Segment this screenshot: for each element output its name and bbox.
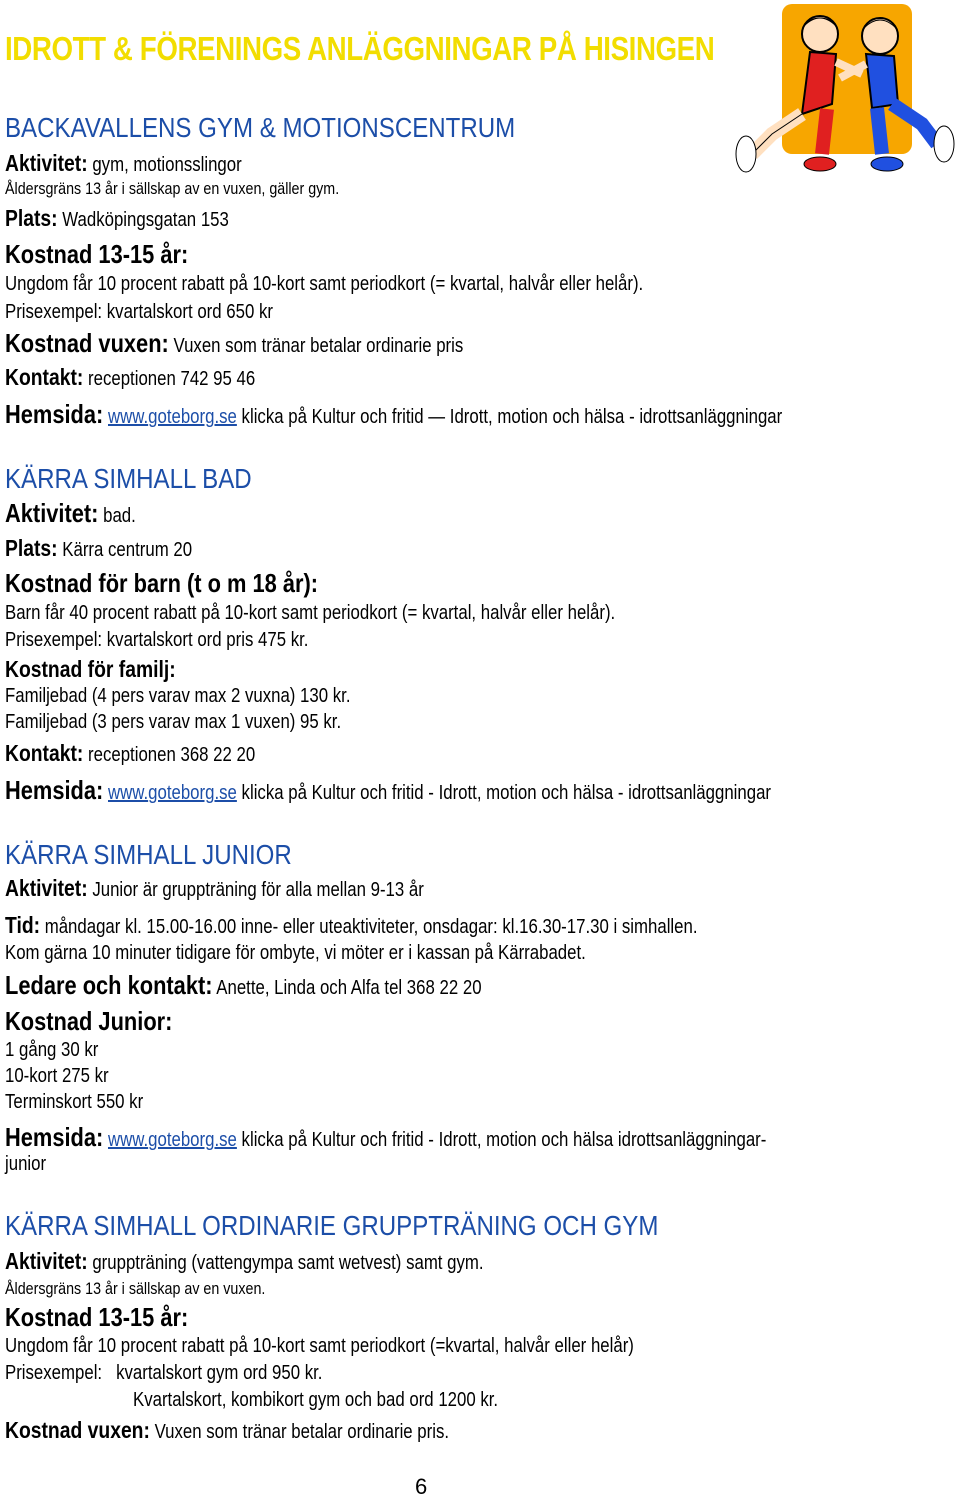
s2-kontakt: Kontakt: receptionen 368 22 20 bbox=[5, 740, 256, 766]
s4-aktivitet: Aktivitet: gruppträning (vattengympa samt wetvest) samt gym. bbox=[5, 1248, 484, 1274]
s2-url-link[interactable]: www.goteborg.se bbox=[107, 782, 237, 804]
s1-aktivitet: Aktivitet: gym, motionsslingor bbox=[5, 150, 242, 176]
s1-kontakt: Kontakt: receptionen 742 95 46 bbox=[5, 364, 256, 390]
s3-aktivitet: Aktivitet: Junior är gruppträning för alla mellan 9-13 år bbox=[5, 875, 424, 901]
s4-kostnad-label: Kostnad 13-15 år: bbox=[5, 1302, 189, 1332]
s3-url-link[interactable]: www.goteborg.se bbox=[107, 1129, 237, 1151]
s3-tid: Tid: måndagar kl. 15.00-16.00 inne- eller uteaktiviteter, onsdagar: kl.16.30-17.30 i simhallen. bbox=[5, 912, 698, 938]
section-heading-karra-ordinarie: KÄRRA SIMHALL ORDINARIE GRUPPTRÄNING OCH GYM bbox=[5, 1210, 659, 1241]
s1-vuxen: Kostnad vuxen: Vuxen som tränar betalar ordinarie pris bbox=[5, 328, 464, 358]
s4-pris1: Prisexempel: kvartalskort gym ord 950 kr. bbox=[5, 1362, 323, 1384]
s3-k2: 10-kort 275 kr bbox=[5, 1065, 109, 1087]
s4-vuxen: Kostnad vuxen: Vuxen som tränar betalar ordinarie pris. bbox=[5, 1417, 450, 1443]
s2-kostnad-label: Kostnad för barn (t o m 18 år): bbox=[5, 568, 319, 598]
s4-ungdom: Ungdom får 10 procent rabatt på 10-kort samt periodkort (=kvartal, halvår eller helår) bbox=[5, 1335, 634, 1357]
s2-pris: Prisexempel: kvartalskort ord pris 475 kr. bbox=[5, 629, 309, 651]
two-cartoon-kids-wrestling-icon bbox=[732, 4, 958, 180]
s1-kostnad-label: Kostnad 13-15 år: bbox=[5, 239, 189, 269]
s3-ledare: Ledare och kontakt: Anette, Linda och Alfa tel 368 22 20 bbox=[5, 970, 482, 1000]
s3-k1: 1 gång 30 kr bbox=[5, 1039, 99, 1061]
page-title: IDROTT & FÖRENINGS ANLÄGGNINGAR PÅ HISINGEN bbox=[5, 30, 715, 67]
s1-hemsida: Hemsida: www.goteborg.se klicka på Kultur och fritid — Idrott, motion och hälsa - idrottsanläggningar bbox=[5, 399, 783, 429]
section-heading-backavallen: BACKAVALLENS GYM & MOTIONSCENTRUM bbox=[5, 112, 516, 143]
s3-hemsida: Hemsida: www.goteborg.se klicka på Kultur och fritid - Idrott, motion och hälsa idrottsanläggningar- bbox=[5, 1122, 767, 1152]
section-heading-karra-bad: KÄRRA SIMHALL BAD bbox=[5, 463, 252, 494]
s1-ungdom: Ungdom får 10 procent rabatt på 10-kort samt periodkort (= kvartal, halvår eller helår). bbox=[5, 273, 644, 295]
s2-familj2: Familjebad (3 pers varav max 1 vuxen) 95 kr. bbox=[5, 711, 342, 733]
s2-plats: Plats: Kärra centrum 20 bbox=[5, 535, 193, 561]
s3-hemsida-cont: junior bbox=[5, 1153, 47, 1175]
s2-barn: Barn får 40 procent rabatt på 10-kort samt periodkort (= kvartal, halvår eller helår). bbox=[5, 602, 616, 624]
s2-familj1: Familjebad (4 pers varav max 2 vuxna) 130 kr. bbox=[5, 685, 351, 707]
s1-alder: Åldersgräns 13 år i sällskap av en vuxen, gäller gym. bbox=[5, 179, 340, 198]
s2-familj-label: Kostnad för familj: bbox=[5, 656, 176, 682]
s3-kostnad-label: Kostnad Junior: bbox=[5, 1006, 173, 1036]
s2-hemsida: Hemsida: www.goteborg.se klicka på Kultur och fritid - Idrott, motion och hälsa - idrottsanläggningar bbox=[5, 775, 772, 805]
s1-url-link[interactable]: www.goteborg.se bbox=[107, 406, 237, 428]
s1-pris: Prisexempel: kvartalskort ord 650 kr bbox=[5, 301, 273, 323]
s4-pris2: Kvartalskort, kombikort gym och bad ord 1200 kr. bbox=[133, 1389, 499, 1411]
s3-k3: Terminskort 550 kr bbox=[5, 1091, 144, 1113]
s1-plats: Plats: Wadköpingsgatan 153 bbox=[5, 205, 229, 231]
s3-kom: Kom gärna 10 minuter tidigare för ombyte, vi möter er i kassan på Kärrabadet. bbox=[5, 942, 586, 964]
section-heading-karra-junior: KÄRRA SIMHALL JUNIOR bbox=[5, 839, 292, 870]
page-number: 6 bbox=[415, 1474, 428, 1499]
s4-alder: Åldersgräns 13 år i sällskap av en vuxen. bbox=[5, 1279, 266, 1298]
s2-aktivitet: Aktivitet: bad. bbox=[5, 498, 136, 528]
